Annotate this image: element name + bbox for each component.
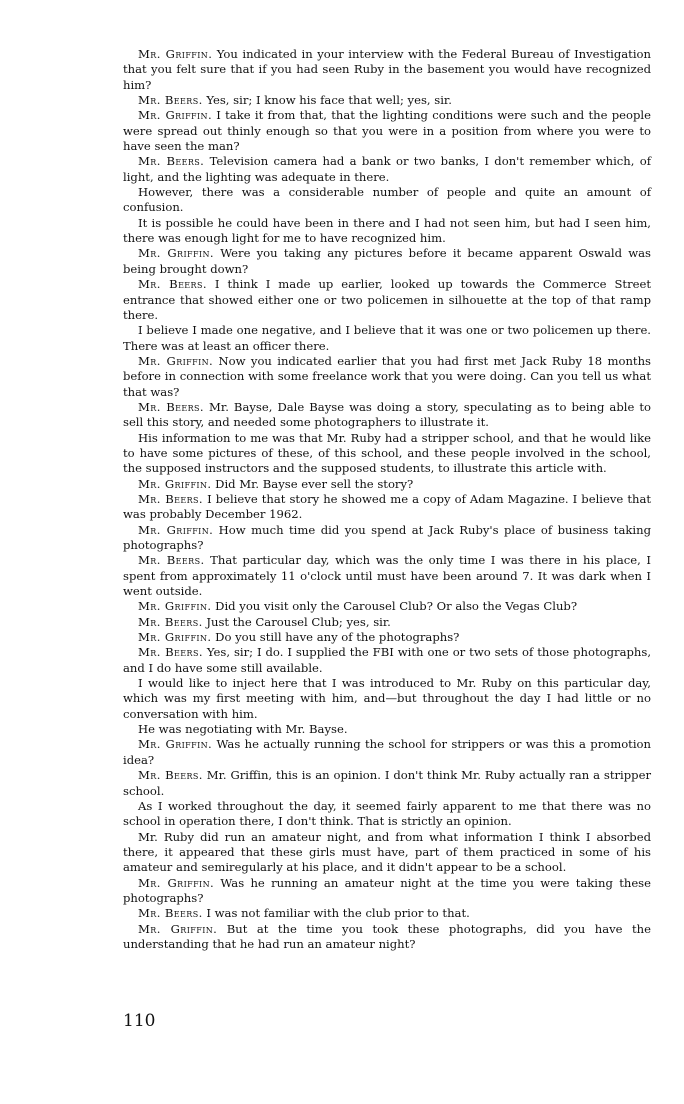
speaker-label: Mr. Griffin.	[138, 246, 214, 261]
paragraph-text: I would like to inject here that I was introduced to Mr. Ruby on this particular day, which was my first meeting with him, and—but throughout the day I had little or no conversation with him.	[123, 676, 651, 721]
speaker-label: Mr. Griffin.	[138, 875, 215, 890]
paragraph	[123, 108, 651, 154]
paragraph-text: Television camera had a bank or two banks, I don't remember which, of light, and the lighting was adequate in there.	[123, 154, 651, 184]
paragraph	[123, 47, 651, 93]
paragraph-text: But at the time you took these photographs, did you have the understanding that he had run an amateur night?	[123, 921, 651, 951]
paragraph	[123, 323, 651, 354]
paragraph-text: You indicated in your interview with the Federal Bureau of Investigation that you felt sure that if you had seen Ruby in the basement you would have recognized him?	[123, 47, 651, 92]
paragraph	[123, 799, 651, 830]
paragraph	[123, 477, 651, 492]
paragraph-text: I think I made up earlier, looked up towards the Commerce Street entrance that showed either one or two policemen in silhouette at the top of that ramp there.	[123, 277, 651, 322]
paragraph	[123, 93, 651, 108]
paragraph-text: I believe that story he showed me a copy of Adam Magazine. I believe that was probably December 1962.	[123, 491, 652, 522]
paragraph	[123, 615, 651, 630]
paragraph	[123, 553, 651, 599]
speaker-label: Mr. Beers.	[138, 906, 203, 921]
speaker-label: Mr. Griffin.	[138, 599, 212, 614]
paragraph-text: Was he running an amateur night at the time you were taking these photographs?	[123, 875, 651, 905]
paragraph-text: Was he actually running the school for strippers or was this a promotion idea?	[123, 737, 651, 767]
paragraph-text: Just the Carousel Club; yes, sir.	[202, 614, 391, 629]
speaker-label: Mr. Griffin.	[138, 108, 213, 123]
speaker-label: Mr. Beers.	[138, 154, 205, 169]
paragraph	[123, 599, 651, 614]
speaker-label: Mr. Griffin.	[138, 353, 214, 368]
paragraph	[123, 185, 651, 216]
paragraph-text: Yes, sir; I do. I supplied the FBI with one or two sets of those photographs, and I do have some still available.	[123, 645, 652, 675]
paragraph	[123, 246, 651, 277]
speaker-label: Mr. Griffin.	[138, 47, 213, 61]
paragraph	[123, 768, 651, 799]
paragraph	[123, 830, 651, 876]
paragraph	[123, 400, 651, 431]
paragraph	[123, 722, 651, 737]
paragraph-text: I was not familiar with the club prior to that.	[202, 906, 470, 921]
speaker-label: Mr. Griffin.	[138, 921, 218, 936]
speaker-label: Mr. Beers.	[138, 399, 205, 414]
speaker-label: Mr. Beers.	[138, 645, 203, 660]
paragraph	[123, 676, 651, 722]
paragraph-text: Yes, sir; I know his face that well; yes, sir.	[202, 93, 452, 108]
speaker-label: Mr. Griffin.	[138, 630, 212, 645]
paragraph	[123, 523, 651, 554]
speaker-label: Mr. Beers.	[138, 553, 205, 568]
speaker-label: Mr. Beers.	[138, 614, 203, 629]
paragraph-text: He was negotiating with Mr. Bayse.	[138, 722, 348, 737]
speaker-label: Mr. Beers.	[138, 768, 203, 783]
testimony-text	[123, 47, 651, 952]
speaker-label: Mr. Beers.	[138, 93, 203, 108]
paragraph	[123, 354, 651, 400]
paragraph	[123, 492, 651, 523]
paragraph	[123, 630, 651, 645]
paragraph-text: Did Mr. Bayse ever sell the story?	[211, 476, 414, 491]
paragraph-text: Mr. Griffin, this is an opinion. I don't think Mr. Ruby actually ran a stripper school.	[123, 768, 651, 798]
paragraph-text: Did you visit only the Carousel Club? Or also the Vegas Club?	[211, 599, 578, 614]
paragraph-text: I take it from that, that the lighting conditions were such and the people were spread out thinly enough so that you were in a position from where you were to have seen the man?	[123, 108, 651, 154]
paragraph	[123, 876, 651, 907]
paragraph-text: As I worked throughout the day, it seemed fairly apparent to me that there was no school in operation there, I don't think. That is strictly an opinion.	[123, 798, 651, 829]
page-number: 110	[123, 1011, 156, 1031]
speaker-label: Mr. Griffin.	[138, 737, 213, 752]
paragraph-text: His information to me was that Mr. Ruby had a stripper school, and that he would like to have some pictures of these, of this school, and these people involved in the school, the supposed instructors and the supposed students, to illustrate this article with.	[123, 430, 651, 476]
paragraph-text: That particular day, which was the only time I was there in his place, I spent from approximately 11 o'clock until must have been around 7. It was dark when I went outside.	[123, 553, 652, 599]
speaker-label: Mr. Beers.	[138, 277, 207, 292]
speaker-label: Mr. Beers.	[138, 491, 204, 506]
paragraph-text: I believe I made one negative, and I believe that it was one or two policemen up there. There was at least an officer there.	[123, 323, 651, 353]
paragraph	[123, 154, 651, 185]
paragraph	[123, 277, 651, 323]
paragraph-text: Mr. Ruby did run an amateur night, and from what information I think I absorbed there, it appeared that these girls must have, part of them practiced in some of his amateur and semiregularly at his place, and it didn't appear to be a school.	[123, 829, 651, 875]
paragraph-text: However, there was a considerable number of people and quite an amount of confusion.	[123, 185, 651, 215]
paragraph-text: Do you still have any of the photographs?	[211, 630, 460, 645]
paragraph-text: Mr. Bayse, Dale Bayse was doing a story, speculating as to being able to sell this story, and needed some photographers to illustrate it.	[123, 399, 651, 430]
paragraph-text: Were you taking any pictures before it became apparent Oswald was being brought down?	[123, 246, 651, 276]
paragraph	[123, 645, 651, 676]
speaker-label: Mr. Griffin.	[138, 522, 214, 537]
paragraph	[123, 431, 651, 477]
speaker-label: Mr. Griffin.	[138, 476, 212, 491]
paragraph	[123, 216, 651, 247]
paragraph-text: It is possible he could have been in there and I had not seen him, but had I seen him, there was enough light for me to have recognized him.	[123, 215, 651, 246]
paragraph	[123, 906, 651, 921]
paragraph-text: Now you indicated earlier that you had first met Jack Ruby 18 months before in connection with some freelance work that you were doing. Can you tell us what that was?	[123, 353, 651, 399]
paragraph	[123, 737, 651, 768]
paragraph	[123, 922, 651, 953]
paragraph-text: How much time did you spend at Jack Ruby's place of business taking photographs?	[123, 522, 651, 552]
